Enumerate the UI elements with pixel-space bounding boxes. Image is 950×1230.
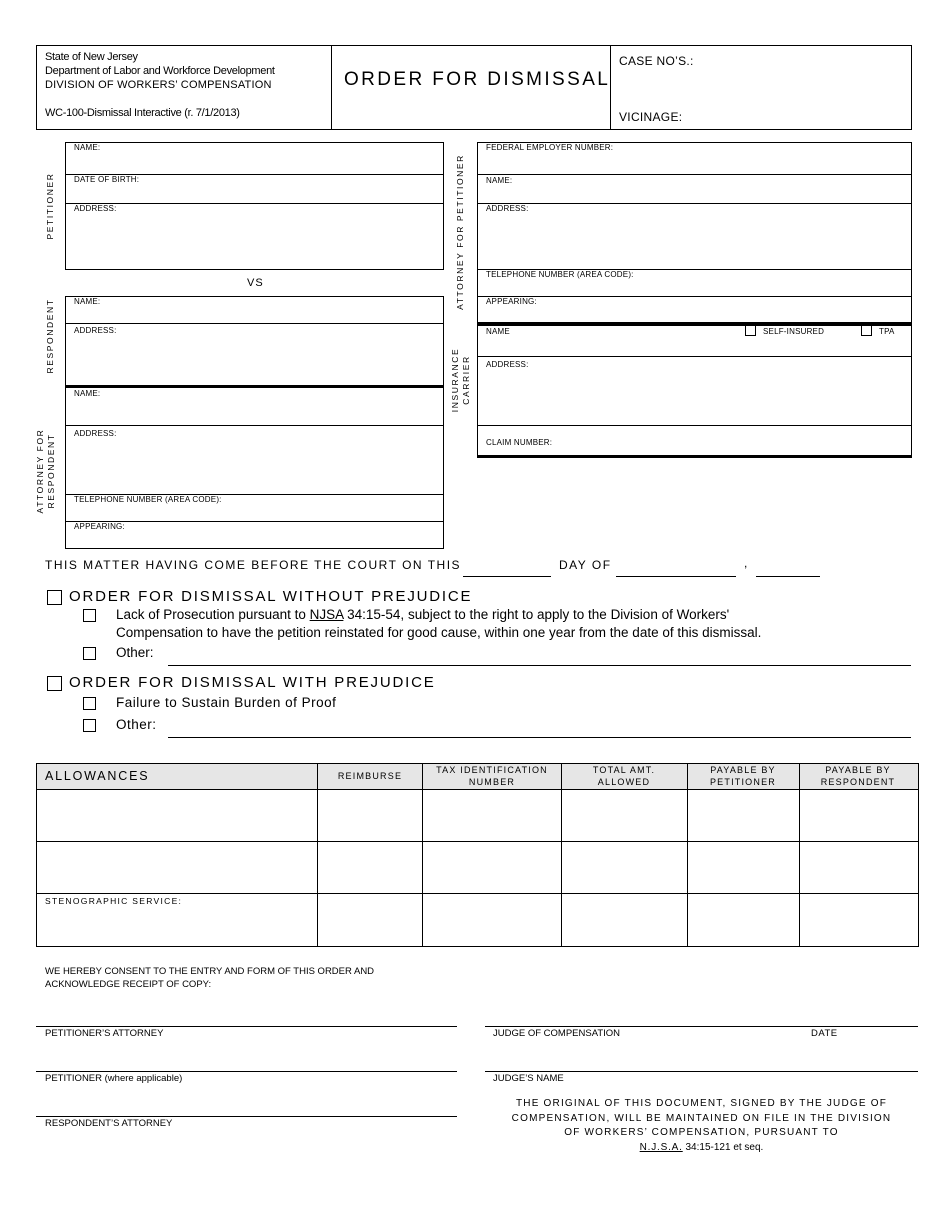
respondent-attorney-signature-line[interactable] [36, 1116, 457, 1117]
allowances-col-divider-4 [687, 763, 688, 947]
allowances-col-divider-1 [317, 763, 318, 947]
without-prejudice-title: ORDER FOR DISMISSAL WITHOUT PREJUDICE [69, 588, 473, 605]
judge-signature-line[interactable] [485, 1026, 918, 1027]
matter-text: THIS MATTER HAVING COME BEFORE THE COURT ON THIS [45, 558, 462, 572]
self-insured-label: SELF-INSURED [763, 327, 825, 336]
footer-line3: OF WORKERS’ COMPENSATION, PURSUANT TO [564, 1127, 839, 1138]
lack-text-part1: Lack of Prosecution pursuant to [116, 607, 310, 622]
attorney-respondent-section-label [35, 421, 57, 521]
department-name: Department of Labor and Workforce Development [45, 65, 275, 77]
stenographic-service-label: STENOGRAPHIC SERVICE: [45, 896, 183, 906]
attorney-petitioner-name-label: NAME: [486, 176, 513, 185]
respondent-box [65, 296, 444, 388]
allowances-row-divider-2 [36, 893, 919, 894]
judge-name-line[interactable] [485, 1071, 918, 1072]
allowances-col-divider-5 [799, 763, 800, 947]
allowances-row-divider-1 [36, 841, 919, 842]
lack-of-prosecution-checkbox[interactable] [83, 609, 96, 622]
state-name: State of New Jersey [45, 51, 138, 63]
date-label: DATE [811, 1028, 838, 1039]
without-prejudice-other-checkbox[interactable] [83, 647, 96, 660]
respondent-address-label: ADDRESS: [74, 326, 117, 335]
total-allowed-header: TOTAL AMT. ALLOWED [592, 765, 656, 787]
payable-respondent-header: PAYABLE BY RESPONDENT [820, 765, 896, 787]
attorney-petitioner-fein-label: FEDERAL EMPLOYER NUMBER: [486, 143, 614, 152]
attorney-petitioner-section-label: ATTORNEY FOR PETITIONER [455, 154, 465, 310]
respondent-section-label: RESPONDENT [45, 298, 55, 374]
petitioner-label: PETITIONER (where applicable) [45, 1073, 183, 1084]
footer-line2: COMPENSATION, WILL BE MAINTAINED ON FILE IN THE DIVISION [511, 1112, 892, 1124]
judge-name-label: JUDGE’S NAME [493, 1073, 564, 1084]
consent-line2: ACKNOWLEDGE RECEIPT OF COPY: [45, 979, 212, 990]
insurance-carrier-label-line2: CARRIER [461, 355, 471, 405]
respondent-divider [65, 323, 444, 324]
tpa-label: TPA [879, 327, 895, 336]
payable-petitioner-header: PAYABLE BY PETITIONER [709, 765, 776, 787]
allowances-header: ALLOWANCES [45, 769, 150, 783]
tpa-checkbox[interactable] [861, 325, 872, 336]
matter-year-field[interactable] [756, 576, 820, 577]
insurance-carrier-address-label: ADDRESS: [486, 360, 529, 369]
attorney-respondent-divider-1 [65, 425, 444, 426]
with-prejudice-other-label: Other: [116, 717, 157, 732]
lack-njsa-cite: NJSA [309, 607, 344, 622]
petitioner-section-label: PETITIONER [45, 172, 55, 240]
attorney-respondent-label-line1: ATTORNEY FOR [35, 428, 45, 514]
lack-of-prosecution-text-line2: Compensation to have the petition reinstated for good cause, within one year from the date of this dismissal. [116, 625, 762, 640]
lack-of-prosecution-text [116, 607, 729, 622]
without-prejudice-other-field[interactable] [168, 665, 911, 666]
judge-label: JUDGE OF COMPENSATION [493, 1028, 621, 1039]
allowances-col-divider-2 [422, 763, 423, 947]
allowances-col-divider-3 [561, 763, 562, 947]
petitioner-dob-label: DATE OF BIRTH: [74, 175, 140, 184]
footer-line4 [485, 1141, 918, 1156]
attorney-petitioner-phone-label: TELEPHONE NUMBER (AREA CODE): [486, 270, 634, 279]
insurance-carrier-section-label [450, 330, 472, 430]
footer-line1: THE ORIGINAL OF THIS DOCUMENT, SIGNED BY THE JUDGE OF [515, 1098, 888, 1109]
attorney-petitioner-box [477, 142, 912, 326]
attorney-respondent-appearing-label: APPEARING: [74, 522, 125, 531]
petitioner-attorney-signature-line[interactable] [36, 1026, 457, 1027]
without-prejudice-other-label: Other: [116, 645, 154, 660]
matter-day-field[interactable] [463, 576, 551, 577]
insurance-carrier-divider-1 [477, 356, 912, 357]
attorney-petitioner-divider-1 [477, 174, 912, 175]
form-id: WC-100-Dismissal Interactive (r. 7/1/2013) [45, 107, 240, 119]
insurance-carrier-divider-2 [477, 425, 912, 426]
claim-number-label: CLAIM NUMBER: [486, 438, 553, 447]
petitioner-divider-2 [65, 203, 444, 204]
failure-burden-label: Failure to Sustain Burden of Proof [116, 695, 337, 710]
tax-id-header: TAX IDENTIFICATION NUMBER [436, 765, 548, 787]
attorney-respondent-address-label: ADDRESS: [74, 429, 117, 438]
attorney-respondent-name-label: NAME: [74, 389, 101, 398]
vs-label: VS [247, 277, 264, 289]
with-prejudice-other-field[interactable] [168, 737, 911, 738]
page-title: ORDER FOR DISMISSAL [344, 69, 611, 90]
matter-comma: , [744, 556, 748, 570]
lack-text-part2: 34:15-54, subject to the right to apply to the Division of Workers' [343, 607, 730, 622]
respondent-attorney-label: RESPONDENT’S ATTORNEY [45, 1118, 173, 1129]
footer-njsa-cite: N.J.S.A. [639, 1141, 683, 1153]
attorney-respondent-phone-label: TELEPHONE NUMBER (AREA CODE): [74, 495, 222, 504]
petitioner-box [65, 142, 444, 270]
attorney-petitioner-appearing-label: APPEARING: [486, 297, 537, 306]
consent-line1: WE HEREBY CONSENT TO THE ENTRY AND FORM OF THIS ORDER AND [45, 966, 375, 977]
respondent-name-label: NAME: [74, 297, 101, 306]
vicinage-label: VICINAGE: [619, 110, 683, 124]
without-prejudice-checkbox[interactable] [47, 590, 62, 605]
insurance-carrier-label-line1: INSURANCE [450, 347, 460, 413]
petitioner-attorney-label: PETITIONER’S ATTORNEY [45, 1028, 164, 1039]
reimburse-header: REIMBURSE [337, 771, 403, 781]
matter-day-of-label: DAY OF [559, 558, 612, 572]
with-prejudice-checkbox[interactable] [47, 676, 62, 691]
with-prejudice-title: ORDER FOR DISMISSAL WITH PREJUDICE [69, 674, 436, 691]
attorney-petitioner-divider-2 [477, 203, 912, 204]
with-prejudice-other-checkbox[interactable] [83, 719, 96, 732]
self-insured-checkbox[interactable] [745, 325, 756, 336]
petitioner-address-label: ADDRESS: [74, 204, 117, 213]
attorney-petitioner-address-label: ADDRESS: [486, 204, 529, 213]
petitioner-name-label: NAME: [74, 143, 101, 152]
matter-month-field[interactable] [616, 576, 736, 577]
header-divider-1 [331, 45, 332, 130]
division-name: DIVISION OF WORKERS’ COMPENSATION [45, 79, 272, 91]
case-nos-label: CASE NO’S.: [619, 54, 694, 68]
attorney-respondent-label-line2: RESPONDENT [46, 433, 56, 509]
allowances-table [36, 763, 919, 947]
footer-cite: 34:15-121 et seq. [682, 1141, 764, 1153]
footer-notice [485, 1097, 918, 1155]
insurance-carrier-name-label: NAME [486, 327, 510, 336]
failure-burden-checkbox[interactable] [83, 697, 96, 710]
attorney-petitioner-divider-4 [477, 296, 912, 297]
petitioner-signature-line[interactable] [36, 1071, 457, 1072]
